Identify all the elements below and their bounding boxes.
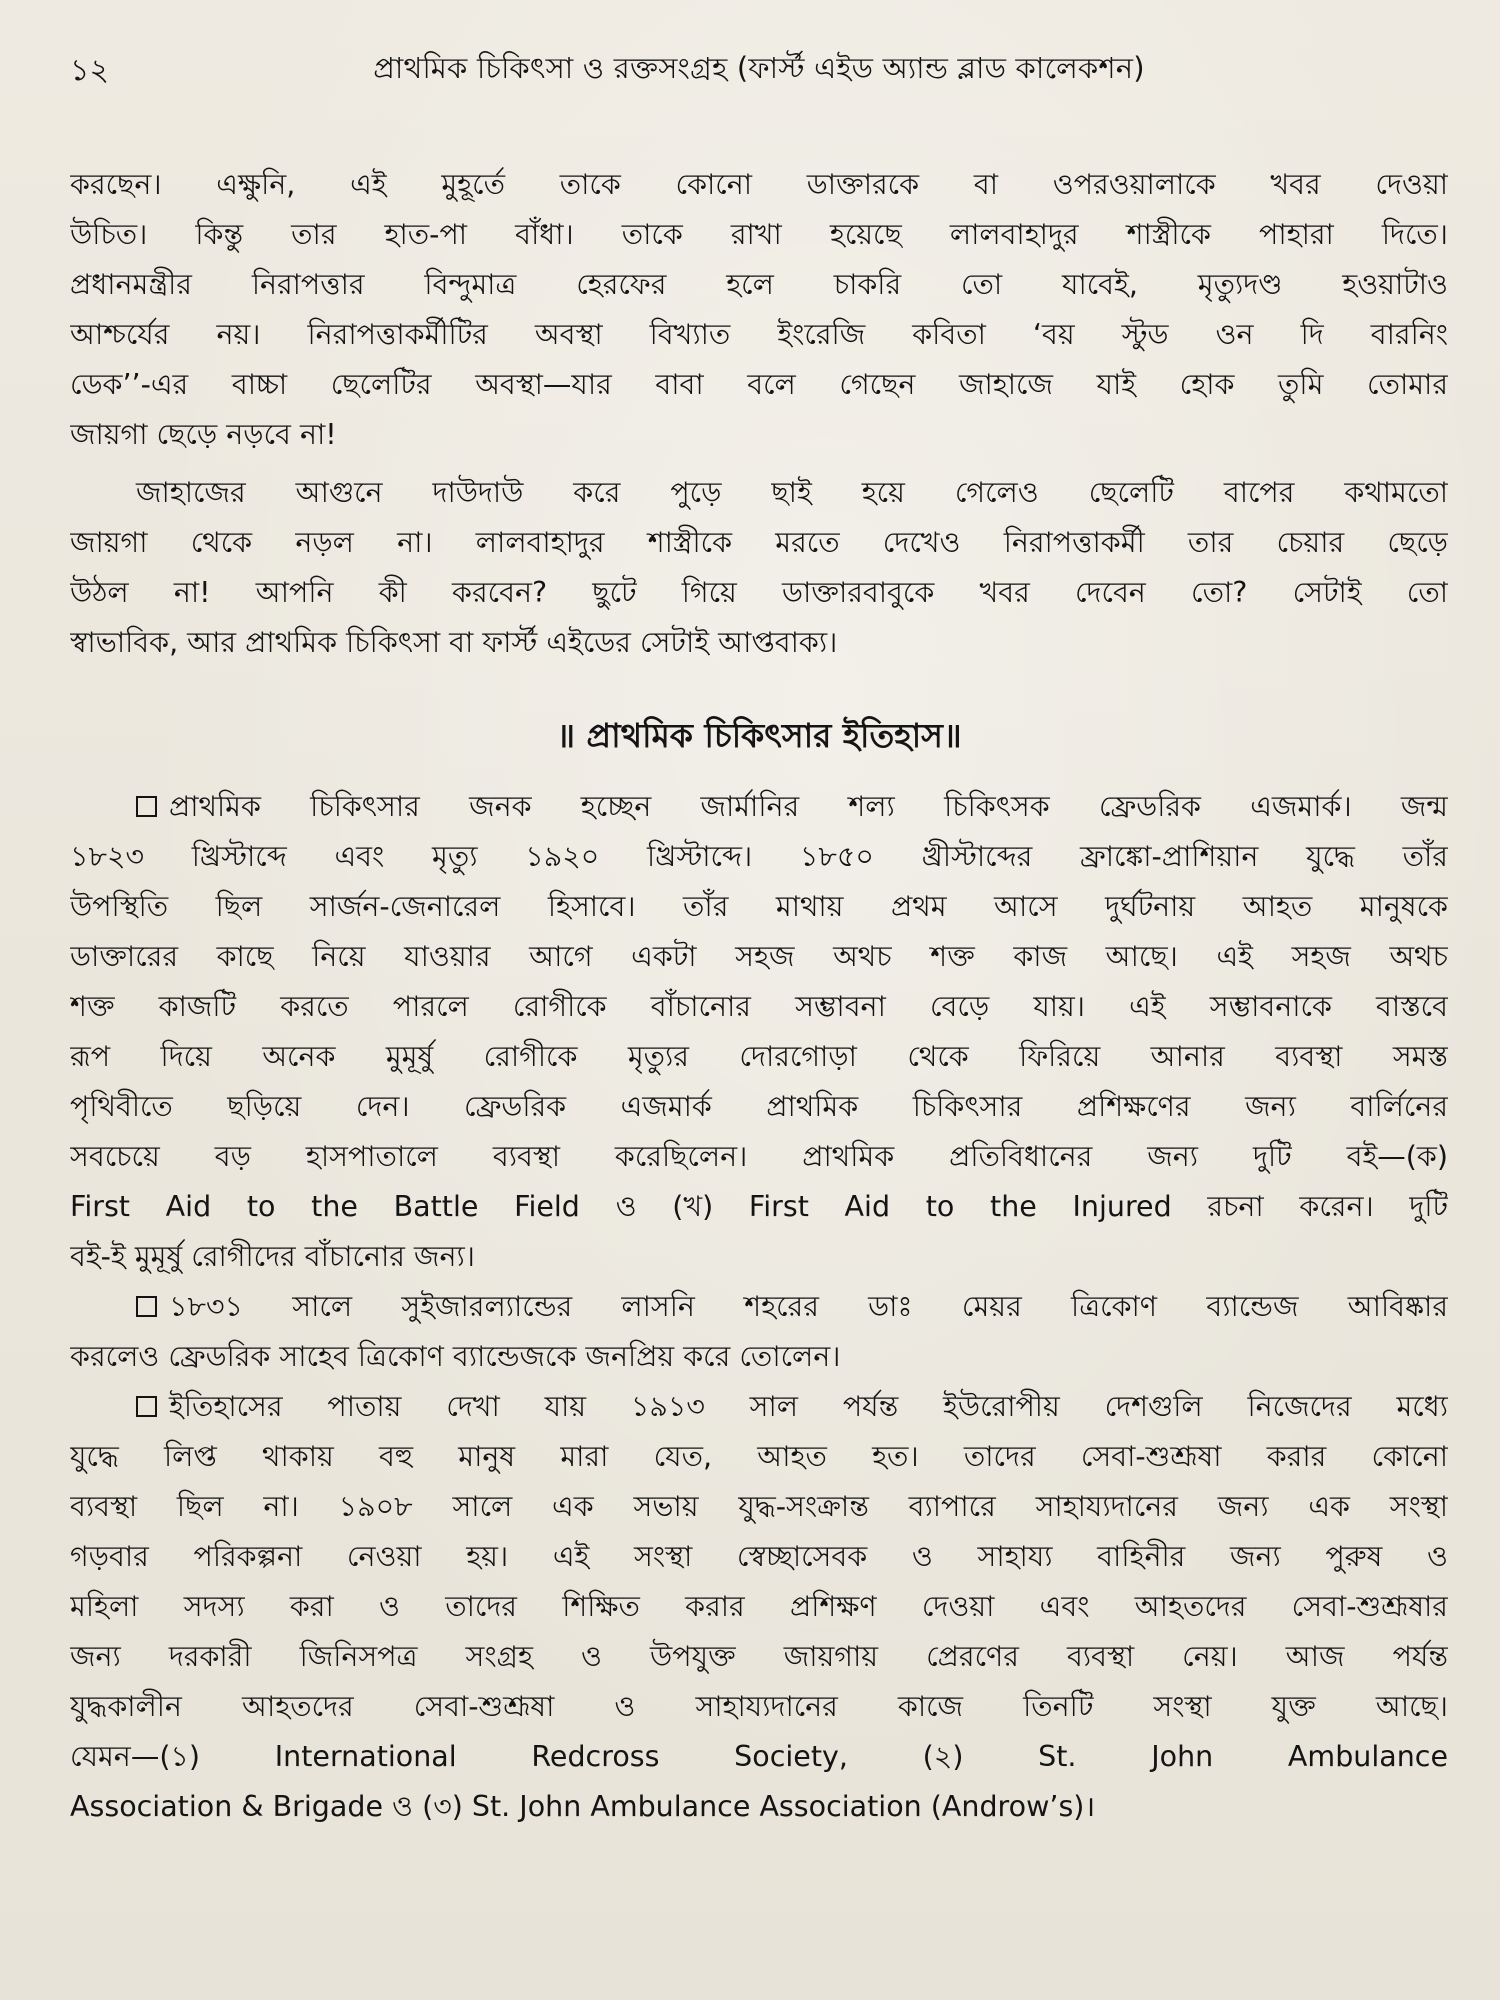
text-line: জাহাজের আগুনে দাউদাউ করে পুড়ে ছাই হয়ে গেলেও ছেলেটি বাপের কথামতো — [136, 476, 1448, 509]
text-line: উচিত। কিন্তু তার হাত-পা বাঁধা। তাকে রাখা হয়েছে লালবাহাদুর শাস্ত্রীকে পাহারা দিতে। — [70, 218, 1448, 251]
text-line: শক্ত কাজটি করতে পারলে রোগীকে বাঁচানোর সম্ভাবনা বেড়ে যায়। এই সম্ভাবনাকে বাস্তবে — [70, 990, 1448, 1023]
history-paragraph-3 — [70, 1382, 1448, 1832]
running-header-title: প্রাথমিক চিকিৎসা ও রক্তসংগ্রহ (ফার্স্ট এইড অ্যান্ড ব্লাড কালেকশন) — [373, 51, 1145, 85]
text-line: বই-ই মুমূর্ষু রোগীদের বাঁচানোর জন্য। — [70, 1240, 475, 1273]
text-line: উপস্থিতি ছিল সার্জন-জেনারেল হিসাবে। তাঁর মাথায় প্রথম আসে দুর্ঘটনায় আহত মানুষকে — [70, 890, 1448, 923]
text-line: ইতিহাসের পাতায় দেখা যায় ১৯১৩ সাল পর্যন্ত ইউরোপীয় দেশগুলি নিজেদের মধ্যে — [169, 1390, 1448, 1423]
text-line: মহিলা সদস্য করা ও তাদের শিক্ষিত করার প্রশিক্ষণ দেওয়া এবং আহতদের সেবা-শুশ্রূষার — [70, 1590, 1448, 1623]
text-line: ১৮২৩ খ্রিস্টাব্দে এবং মৃত্যু ১৯২০ খ্রিস্টাব্দে। ১৮৫০ খ্রীস্টাব্দের ফ্রাঙ্কো-প্রাশিয়ান যুদ্ধে তাঁর — [70, 840, 1448, 873]
text-line: গড়বার পরিকল্পনা নেওয়া হয়। এই সংস্থা স্বেচ্ছাসেবক ও সাহায্য বাহিনীর জন্য পুরুষ ও — [70, 1540, 1448, 1573]
text-line: যুদ্ধে লিপ্ত থাকায় বহু মানুষ মারা যেত, আহত হত। তাদের সেবা-শুশ্রূষা করার কোনো — [70, 1440, 1448, 1473]
running-header — [70, 40, 1448, 96]
text-line: জায়গা ছেড়ে নড়বে না! — [70, 418, 337, 451]
intro-text — [70, 160, 1448, 668]
text-line: জন্য দরকারী জিনিসপত্র সংগ্রহ ও উপযুক্ত জায়গায় প্রেরণের ব্যবস্থা নেয়। আজ পর্যন্ত — [70, 1640, 1448, 1673]
text-line: করছেন। এক্ষুনি, এই মুহূর্তে তাকে কোনো ডাক্তারকে বা ওপরওয়ালাকে খবর দেওয়া — [70, 168, 1448, 201]
text-line: পৃথিবীতে ছড়িয়ে দেন। ফ্রেডরিক এজমার্ক প্রাথমিক চিকিৎসার প্রশিক্ষণের জন্য বার্লিনের — [70, 1090, 1448, 1123]
text-line: সবচেয়ে বড় হাসপাতালে ব্যবস্থা করেছিলেন। প্রাথমিক প্রতিবিধানের জন্য দুটি বই—(ক) — [70, 1140, 1448, 1173]
text-line: Association & Brigade ও (৩) St. John Ambulance Association (Androw’s)। — [70, 1790, 1096, 1823]
square-bullet-icon — [136, 796, 157, 817]
section-heading: ॥ প্রাথমিক চিকিৎসার ইতিহাস॥ — [556, 716, 962, 755]
text-line: ডেক’’-এর বাচ্চা ছেলেটির অবস্থা—যার বাবা বলে গেছেন জাহাজে যাই হোক তুমি তোমার — [70, 368, 1448, 401]
text-line: যুদ্ধকালীন আহতদের সেবা-শুশ্রূষা ও সাহায্যদানের কাজে তিনটি সংস্থা যুক্ত আছে। — [70, 1690, 1448, 1723]
text-line: প্রাথমিক চিকিৎসার জনক হচ্ছেন জার্মানির শল্য চিকিৎসক ফ্রেডরিক এজমার্ক। জন্ম — [169, 790, 1448, 823]
history-paragraph-2 — [70, 1282, 1448, 1382]
text-line: ডাক্তারের কাছে নিয়ে যাওয়ার আগে একটা সহজ অথচ শক্ত কাজ আছে। এই সহজ অথচ — [70, 940, 1448, 973]
square-bullet-icon — [136, 1296, 157, 1317]
text-line: রূপ দিয়ে অনেক মুমূর্ষু রোগীকে মৃত্যুর দোরগোড়া থেকে ফিরিয়ে আনার ব্যবস্থা সমস্ত — [70, 1040, 1448, 1073]
text-line: ১৮৩১ সালে সুইজারল্যান্ডের লাসনি শহরের ডাঃ মেয়র ত্রিকোণ ব্যান্ডেজ আবিষ্কার — [169, 1290, 1448, 1323]
text-line: করলেও ফ্রেডরিক সাহেব ত্রিকোণ ব্যান্ডেজকে জনপ্রিয় করে তোলেন। — [70, 1340, 841, 1373]
section-text — [70, 782, 1448, 1832]
intro-paragraph-1 — [70, 160, 1448, 460]
bullet-line — [70, 1382, 1448, 1432]
square-bullet-icon — [136, 1396, 157, 1417]
text-line: উঠল না! আপনি কী করবেন? ছুটে গিয়ে ডাক্তারবাবুকে খবর দেবেন তো? সেটাই তো — [70, 576, 1448, 609]
bullet-line — [70, 782, 1448, 832]
page-number: ১২ — [70, 53, 109, 88]
text-line: First Aid to the Battle Field ও (খ) First Aid to the Injured রচনা করেন। দুটি — [70, 1190, 1448, 1223]
text-line: যেমন—(১) International Redcross Society, (২) St. John Ambulance — [70, 1740, 1448, 1773]
bullet-line — [70, 1282, 1448, 1332]
text-line: আশ্চর্যের নয়। নিরাপত্তাকর্মীটির অবস্থা বিখ্যাত ইংরেজি কবিতা ‘বয় স্টুড ওন দি বারনিং — [70, 318, 1448, 351]
text-line: প্রধানমন্ত্রীর নিরাপত্তার বিন্দুমাত্র হেরফের হলে চাকরি তো যাবেই, মৃত্যুদণ্ড হওয়াটাও — [70, 268, 1448, 301]
intro-paragraph-2 — [70, 468, 1448, 668]
text-line: জায়গা থেকে নড়ল না। লালবাহাদুর শাস্ত্রীকে মরতে দেখেও নিরাপত্তাকর্মী তার চেয়ার ছেড়ে — [70, 526, 1448, 559]
text-line: ব্যবস্থা ছিল না। ১৯০৮ সালে এক সভায় যুদ্ধ-সংক্রান্ত ব্যাপারে সাহায্যদানের জন্য এক সংস্থা — [70, 1490, 1448, 1523]
history-paragraph-1 — [70, 782, 1448, 1282]
text-line: স্বাভাবিক, আর প্রাথমিক চিকিৎসা বা ফার্স্ট এইডের সেটাই আপ্তবাক্য। — [70, 626, 838, 659]
